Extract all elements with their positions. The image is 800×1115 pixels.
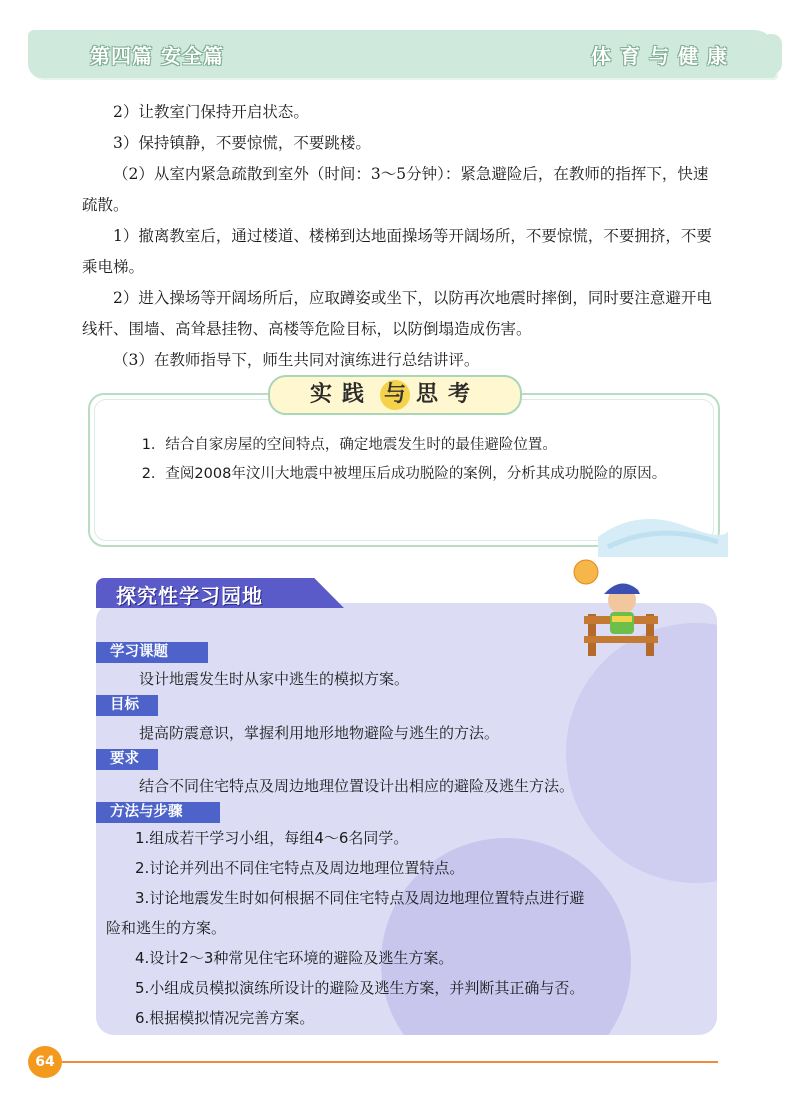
body-text bbox=[82, 97, 722, 376]
label-topic: 学习课题 bbox=[96, 642, 208, 663]
step-item: 5.小组成员模拟演练所设计的避险及逃生方案，并判断其正确与否。 bbox=[135, 979, 585, 997]
page-number: 64 bbox=[28, 1046, 62, 1078]
paragraph: （2）从室内紧急疏散到室外（时间：3～5分钟）：紧急避险后，在教师的指挥下，快速疏散。 bbox=[82, 165, 709, 214]
label-method: 方法与步骤 bbox=[96, 802, 220, 823]
mascot-illustration bbox=[566, 556, 670, 656]
header-band bbox=[28, 30, 776, 78]
inquiry-title: 探究性学习园地 bbox=[116, 584, 263, 608]
label-goal: 目标 bbox=[96, 695, 158, 716]
steps-list bbox=[96, 823, 696, 1033]
section-title: 第四篇 安全篇 bbox=[90, 44, 224, 68]
step-item: 2.讨论并列出不同住宅特点及周边地理位置特点。 bbox=[135, 859, 465, 877]
practice-title-a: 实践 bbox=[309, 382, 374, 407]
paragraph: （3）在教师指导下，师生共同对演练进行总结讲评。 bbox=[113, 351, 480, 369]
footer-divider bbox=[62, 1061, 718, 1063]
practice-title-b: 思考 bbox=[416, 382, 481, 407]
practice-box bbox=[88, 382, 720, 547]
step-item: 4.设计2～3种常见住宅环境的避险及逃生方案。 bbox=[135, 949, 454, 967]
paragraph: 2）让教室门保持开启状态。 bbox=[113, 103, 309, 121]
practice-title-mid: 与 bbox=[380, 380, 410, 410]
practice-item: 2．查阅2008年汶川大地震中被埋压后成功脱险的案例，分析其成功脱险的原因。 bbox=[141, 466, 667, 482]
step-item: 3.讨论地震发生时如何根据不同住宅特点及周边地理位置特点进行避 bbox=[135, 889, 585, 907]
goal-text: 提高防震意识，掌握利用地形地物避险与逃生的方法。 bbox=[139, 724, 500, 742]
paragraph: 2）进入操场等开阔场所后，应取蹲姿或坐下，以防再次地震时摔倒，同时要注意避开电线杆、围墙、高耸悬挂物、高楼等危险目标，以防倒塌造成伤害。 bbox=[82, 289, 712, 338]
paragraph: 3）保持镇静，不要惊慌，不要跳楼。 bbox=[113, 134, 371, 152]
swoosh-decoration bbox=[598, 497, 728, 557]
book-title: 体育与健康 bbox=[591, 44, 736, 68]
paragraph: 1）撤离教室后，通过楼道、楼梯到达地面操场等开阔场所，不要惊慌，不要拥挤，不要乘电梯。 bbox=[82, 227, 712, 276]
step-item-continued: 险和逃生的方案。 bbox=[106, 919, 227, 937]
step-item: 1.组成若干学习小组，每组4～6名同学。 bbox=[135, 829, 409, 847]
practice-title bbox=[268, 375, 522, 415]
topic-text: 设计地震发生时从家中逃生的模拟方案。 bbox=[139, 670, 410, 688]
practice-items bbox=[104, 431, 694, 489]
label-requirement: 要求 bbox=[96, 749, 158, 770]
practice-item: 1．结合自家房屋的空间特点，确定地震发生时的最佳避险位置。 bbox=[141, 437, 557, 453]
requirement-text: 结合不同住宅特点及周边地理位置设计出相应的避险及逃生方法。 bbox=[139, 777, 575, 795]
step-item: 6.根据模拟情况完善方案。 bbox=[135, 1009, 315, 1027]
